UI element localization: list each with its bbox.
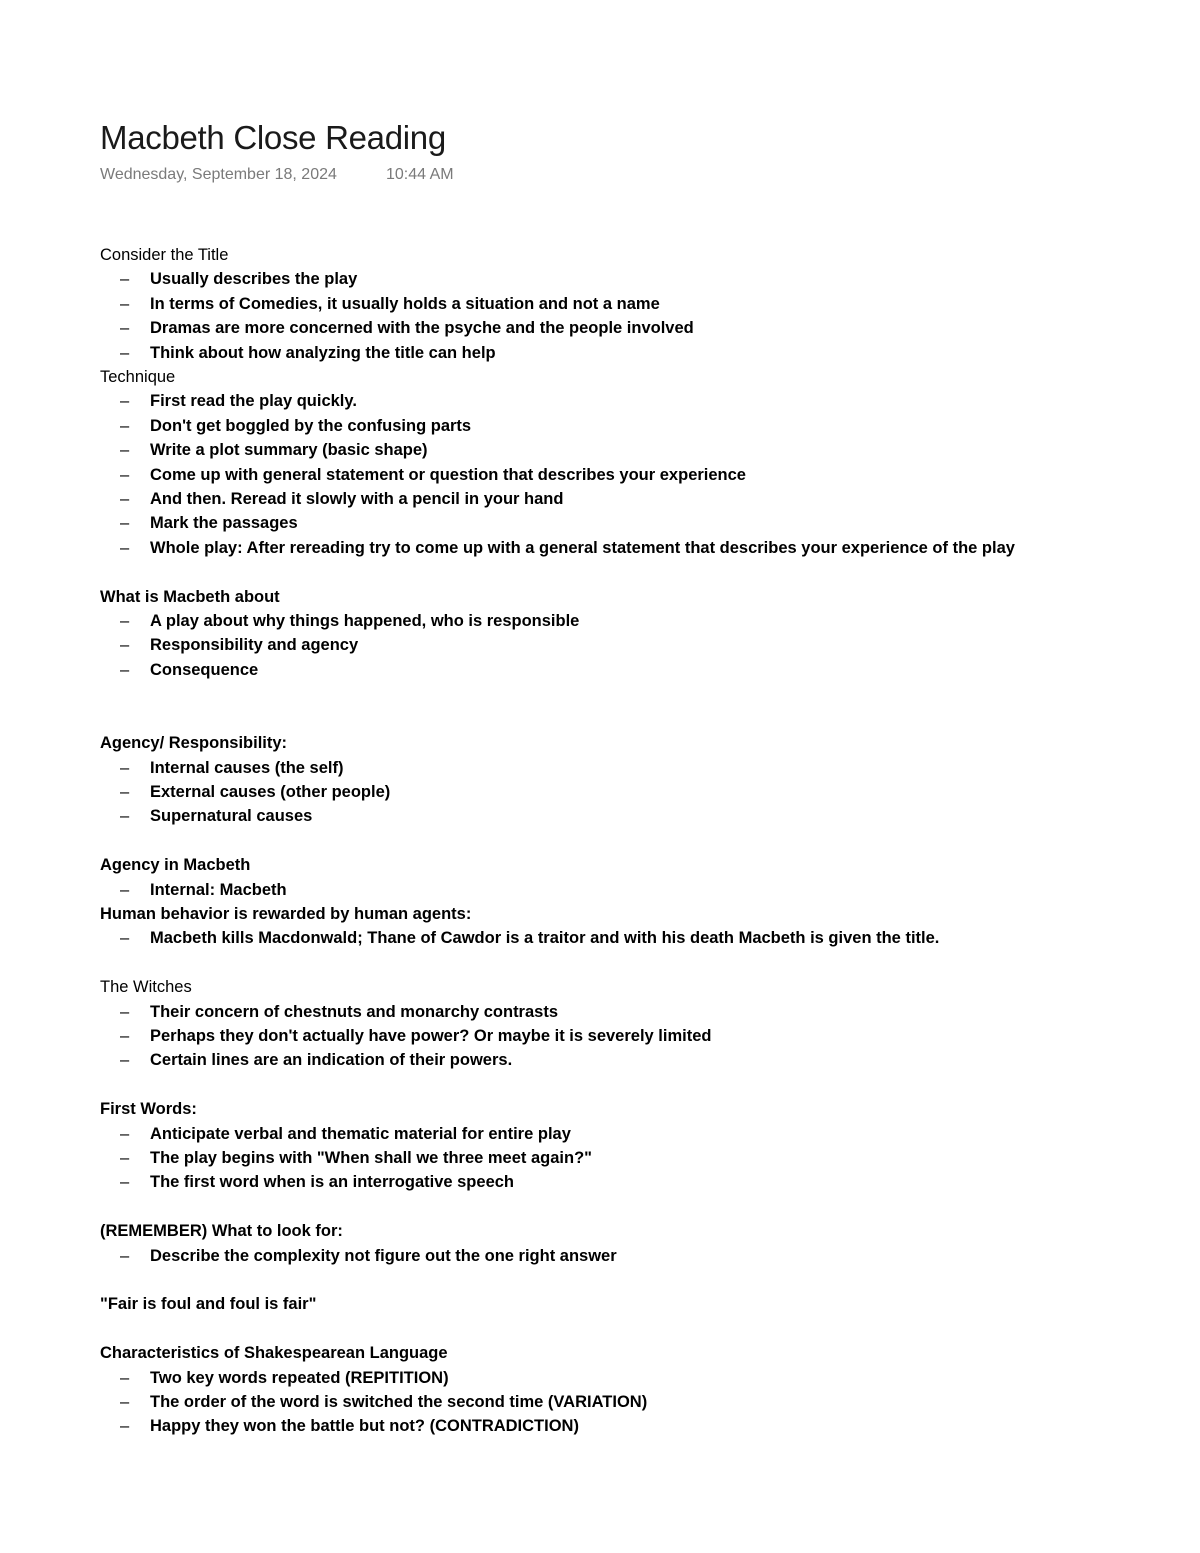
dash-bullet: – (120, 1173, 130, 1192)
bullet-list-agency-in-macbeth (100, 878, 1160, 902)
dash-bullet: – (120, 392, 130, 411)
list-item: – Don't get boggled by the confusing parts (100, 414, 1160, 438)
dash-bullet: – (120, 612, 130, 631)
dash-bullet: – (120, 1051, 130, 1070)
dash-bullet: – (120, 538, 130, 557)
list-item: – Two key words repeated (REPITITION) (100, 1366, 1160, 1390)
bullet-list-what-is-macbeth-about (100, 609, 1160, 682)
section-heading-what-is-macbeth-about: What is Macbeth about (100, 587, 280, 606)
list-item: – In terms of Comedies, it usually holds a situation and not a name (100, 292, 1160, 316)
list-item: – Dramas are more concerned with the psyche and the people involved (100, 316, 1160, 340)
list-item: – Think about how analyzing the title can help (100, 341, 1160, 365)
list-item: – Responsibility and agency (100, 633, 1160, 657)
bullet-list-first-words (100, 1122, 1160, 1195)
bullet-list-human-behavior (100, 926, 1160, 950)
list-item: – Internal: Macbeth (100, 878, 1160, 902)
section-heading-consider-title: Consider the Title (100, 246, 229, 264)
list-item: – The play begins with "When shall we three meet again?" (100, 1146, 1160, 1170)
dash-bullet: – (120, 1417, 130, 1436)
dash-bullet: – (120, 660, 130, 679)
dash-bullet: – (120, 782, 130, 801)
list-item: – The order of the word is switched the second time (VARIATION) (100, 1390, 1160, 1414)
list-item: – Describe the complexity not figure out the one right answer (100, 1244, 1160, 1268)
dash-bullet: – (120, 270, 130, 289)
section-heading-technique: Technique (100, 368, 176, 387)
list-item: – Whole play: After rereading try to come up with a general statement that describes your experience of the play (100, 536, 1160, 560)
list-item: – Their concern of chestnuts and monarchy contrasts (100, 1000, 1160, 1024)
dash-bullet: – (120, 1124, 130, 1143)
list-item: – Mark the passages (100, 511, 1160, 535)
page-title: Macbeth Close Reading (100, 119, 446, 156)
list-item: – Macbeth kills Macdonwald; Thane of Cawdor is a traitor and with his death Macbeth is given the title. (100, 926, 1160, 950)
list-item: – Internal causes (the self) (100, 756, 1160, 780)
note-timestamp (100, 164, 1160, 186)
note-date: Wednesday, September 18, 2024 (100, 166, 337, 183)
quote-fair-is-foul: "Fair is foul and foul is fair" (100, 1295, 317, 1314)
dash-bullet: – (120, 319, 130, 338)
section-heading-first-words: First Words: (100, 1100, 197, 1119)
bullet-list-technique (100, 389, 1160, 560)
list-item: – First read the play quickly. (100, 389, 1160, 413)
section-heading-the-witches: The Witches (100, 978, 192, 997)
list-item: – Write a plot summary (basic shape) (100, 438, 1160, 462)
note-body (100, 243, 1160, 1439)
dash-bullet: – (120, 465, 130, 484)
list-item: – Consequence (100, 658, 1160, 682)
list-item: – Certain lines are an indication of their powers. (100, 1048, 1160, 1072)
dash-bullet: – (120, 758, 130, 777)
dash-bullet: – (120, 1148, 130, 1167)
bullet-list-consider-title (100, 267, 1160, 365)
bullet-list-the-witches (100, 1000, 1160, 1073)
bullet-list-agency-responsibility (100, 756, 1160, 829)
section-heading-agency-in-macbeth: Agency in Macbeth (100, 856, 251, 875)
dash-bullet: – (120, 416, 130, 435)
dash-bullet: – (120, 807, 130, 826)
dash-bullet: – (120, 441, 130, 460)
section-heading-human-behavior: Human behavior is rewarded by human agents: (100, 904, 472, 923)
dash-bullet: – (120, 880, 130, 899)
dash-bullet: – (120, 490, 130, 509)
bullet-list-shakespearean-language (100, 1366, 1160, 1439)
list-item: – A play about why things happened, who is responsible (100, 609, 1160, 633)
dash-bullet: – (120, 1368, 130, 1387)
dash-bullet: – (120, 1002, 130, 1021)
dash-bullet: – (120, 343, 130, 362)
list-item: – The first word when is an interrogative speech (100, 1170, 1160, 1194)
bullet-list-what-to-look-for (100, 1244, 1160, 1268)
dash-bullet: – (120, 636, 130, 655)
list-item: – External causes (other people) (100, 780, 1160, 804)
list-item: – Anticipate verbal and thematic material for entire play (100, 1122, 1160, 1146)
list-item: – Perhaps they don't actually have power? Or maybe it is severely limited (100, 1024, 1160, 1048)
dash-bullet: – (120, 929, 130, 948)
list-item: – Supernatural causes (100, 804, 1160, 828)
list-item: – And then. Reread it slowly with a pencil in your hand (100, 487, 1160, 511)
list-item: – Come up with general statement or question that describes your experience (100, 463, 1160, 487)
dash-bullet: – (120, 1026, 130, 1045)
section-heading-shakespearean-language: Characteristics of Shakespearean Language (100, 1344, 448, 1363)
note-time: 10:44 AM (386, 166, 454, 183)
section-heading-what-to-look-for: (REMEMBER) What to look for: (100, 1222, 343, 1241)
section-heading-agency-responsibility: Agency/ Responsibility: (100, 734, 288, 753)
note-page (100, 118, 1160, 1439)
dash-bullet: – (120, 514, 130, 533)
dash-bullet: – (120, 1246, 130, 1265)
list-item: – Happy they won the battle but not? (CONTRADICTION) (100, 1414, 1160, 1438)
list-item: – Usually describes the play (100, 267, 1160, 291)
dash-bullet: – (120, 1392, 130, 1411)
dash-bullet: – (120, 294, 130, 313)
